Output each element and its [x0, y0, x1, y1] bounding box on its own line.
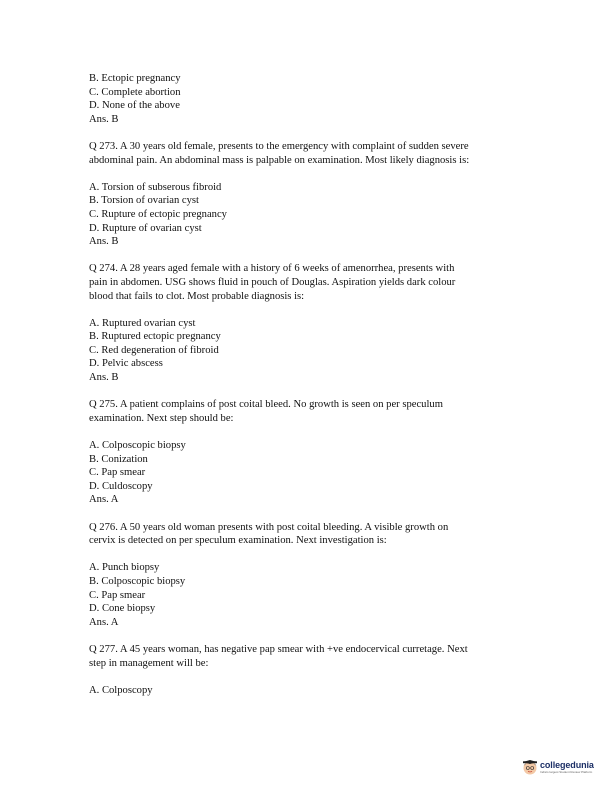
options-list [89, 684, 529, 698]
question-text: abdominal pain. An abdominal mass is palpable on examination. Most likely diagnosis is: [89, 154, 470, 166]
question-text: pain in abdomen. USG shows fluid in pouch of Douglas. Aspiration yields dark colour [89, 276, 456, 288]
option-line: B. Ruptured ectopic pregnancy [89, 331, 221, 343]
option-line: B. Colposcopic biopsy [89, 575, 186, 587]
answer-line: Ans. B [89, 236, 119, 248]
question-text: Q 273. A 30 years old female, presents to the emergency with complaint of sudden severe [89, 140, 469, 152]
question-text: blood that fails to clot. Most probable diagnosis is: [89, 290, 305, 302]
question-text: Q 277. A 45 years woman, has negative pap smear with +ve endocervical curretage. Next [89, 643, 468, 655]
option-line: B. Conization [89, 453, 148, 465]
options-list [89, 181, 529, 249]
option-line: A. Colposcopic biopsy [89, 440, 186, 452]
answer-line: Ans. B [89, 372, 119, 384]
option-line: D. Rupture of ovarian cyst [89, 222, 202, 234]
option-line: C. Rupture of ectopic pregnancy [89, 208, 227, 220]
option-line: B. Torsion of ovarian cyst [89, 195, 199, 207]
options-list [89, 561, 529, 629]
answer-line: Ans. B [89, 113, 119, 125]
option-line: A. Torsion of subserous fibroid [89, 181, 222, 193]
option-line: D. None of the above [89, 100, 180, 112]
question-block [89, 643, 529, 697]
question-text: Q 276. A 50 years old woman presents with post coital bleeding. A visible growth on [89, 521, 449, 533]
question-block [89, 262, 529, 384]
options-list [89, 439, 529, 507]
option-line: C. Complete abortion [89, 86, 181, 98]
option-line: B. Ectopic pregnancy [89, 73, 181, 84]
option-line: C. Red degeneration of fibroid [89, 344, 219, 356]
option-line: A. Ruptured ovarian cyst [89, 317, 196, 329]
collegedunia-logo[interactable] [522, 759, 594, 775]
option-line: D. Culdoscopy [89, 480, 153, 492]
question-text: cervix is detected on per speculum examination. Next investigation is: [89, 535, 387, 547]
logo-tagline: India's largest Student Review Platform [540, 769, 593, 774]
answer-line: Ans. A [89, 616, 119, 628]
option-line: C. Pap smear [89, 589, 146, 601]
question-block [89, 521, 529, 630]
question-block [89, 398, 529, 507]
question-block [89, 140, 529, 249]
logo-name: collegedunia [540, 759, 594, 770]
question-text: examination. Next step should be: [89, 412, 234, 424]
question-text: Q 275. A patient complains of post coital bleed. No growth is seen on per speculum [89, 399, 443, 411]
options-list [89, 317, 529, 385]
document-body [89, 72, 529, 697]
answer-line: Ans. A [89, 494, 119, 506]
option-line: D. Cone biopsy [89, 603, 156, 615]
option-line: D. Pelvic abscess [89, 358, 163, 370]
option-line: A. Punch biopsy [89, 562, 160, 574]
student-mascot-icon [522, 759, 538, 775]
logo-text-group [540, 761, 594, 774]
option-line: C. Pap smear [89, 467, 146, 479]
top-block [89, 72, 529, 126]
question-text: Q 274. A 28 years aged female with a history of 6 weeks of amenorrhea, presents with [89, 263, 455, 275]
option-line: A. Colposcopy [89, 684, 153, 696]
question-text: step in management will be: [89, 657, 209, 669]
